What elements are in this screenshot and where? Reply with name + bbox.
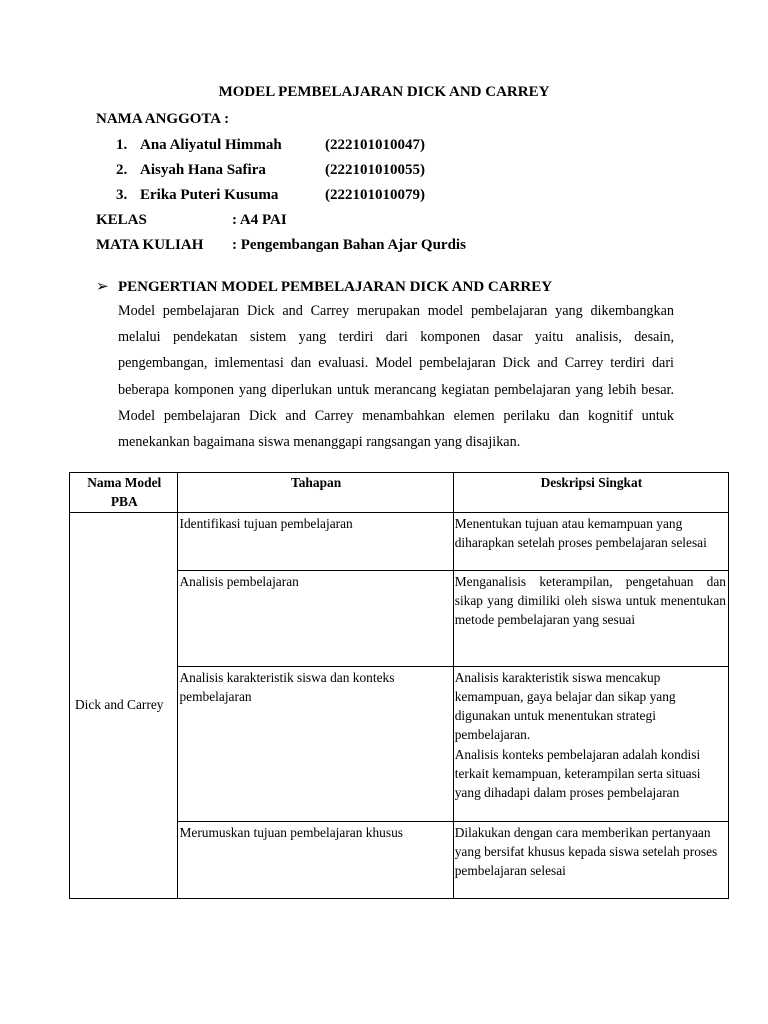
member-name: Ana Aliyatul Himmah	[140, 137, 282, 153]
course-label: MATA KULIAH	[96, 237, 204, 253]
description-cell: Menganalisis keterampilan, pengetahuan dan sikap yang dimiliki oleh siswa untuk menentukan metode pembelajaran yang sesuai	[453, 570, 728, 666]
header-description: Deskripsi Singkat	[453, 473, 728, 513]
description-cell: Dilakukan dengan cara memberikan pertanyaan yang bersifat khusus kepada siswa setelah proses pembelajaran selesai	[453, 821, 728, 898]
member-nim: (222101010079)	[325, 187, 425, 203]
section-heading-text: PENGERTIAN MODEL PEMBELAJARAN DICK AND CARREY	[118, 279, 553, 295]
table-header-row	[70, 473, 729, 513]
member-number: 3.	[116, 187, 128, 203]
class-label: KELAS	[96, 212, 147, 228]
model-name-cell: Dick and Carrey	[70, 512, 178, 898]
member-number: 1.	[116, 137, 128, 153]
member-nim: (222101010047)	[325, 137, 425, 153]
class-value: : A4 PAI	[232, 212, 287, 228]
description-part: Analisis konteks pembelajaran adalah kondisi terkait kemampuan, keterampilan serta situasi yang dihadapi dalam proses pembelajaran	[454, 746, 701, 801]
arrow-bullet-icon: ➢	[96, 279, 109, 295]
stages-table	[69, 472, 729, 899]
member-nim: (222101010055)	[325, 162, 425, 178]
description-part: Analisis karakteristik siswa mencakup kemampuan, gaya belajar dan sikap yang digunakan untuk menentukan strategi pembelajaran.	[454, 669, 676, 743]
document-title: MODEL PEMBELAJARAN DICK AND CARREY	[218, 84, 550, 100]
stage-cell: Analisis karakteristik siswa dan konteks pembelajaran	[178, 666, 453, 821]
stage-cell: Analisis pembelajaran	[178, 570, 453, 666]
description-cell: Menentukan tujuan atau kemampuan yang diharapkan setelah proses pembelajaran selesai	[453, 512, 728, 570]
member-number: 2.	[116, 162, 128, 178]
members-label: NAMA ANGGOTA :	[96, 111, 230, 127]
section-heading	[96, 277, 552, 296]
member-name: Erika Puteri Kusuma	[140, 187, 279, 203]
course-value: : Pengembangan Bahan Ajar Qurdis	[232, 237, 466, 253]
header-model-name: Nama Model PBA	[70, 473, 178, 513]
definition-paragraph: Model pembelajaran Dick and Carrey merupakan model pembelajaran yang dikembangkan melalui pendekatan sistem yang terdiri dari komponen dasar yaitu analisis, desain, pengembangan, imlementasi dan evaluasi. Model pembelajaran Dick and Carrey terdiri dari beberapa komponen yang diperlukan untuk merancang kegiatan pembelajaran yang lebih besar. Model pembelajaran Dick and Carrey menambahkan elemen perilaku dan kognitif untuk menekankan bagaimana siswa menanggapi rangsangan yang disajikan.	[118, 303, 674, 451]
stage-cell: Merumuskan tujuan pembelajaran khusus	[178, 821, 453, 898]
description-cell	[453, 666, 728, 821]
table-row	[70, 512, 729, 570]
member-name: Aisyah Hana Safira	[140, 162, 266, 178]
header-stage: Tahapan	[178, 473, 453, 513]
stage-cell: Identifikasi tujuan pembelajaran	[178, 512, 453, 570]
